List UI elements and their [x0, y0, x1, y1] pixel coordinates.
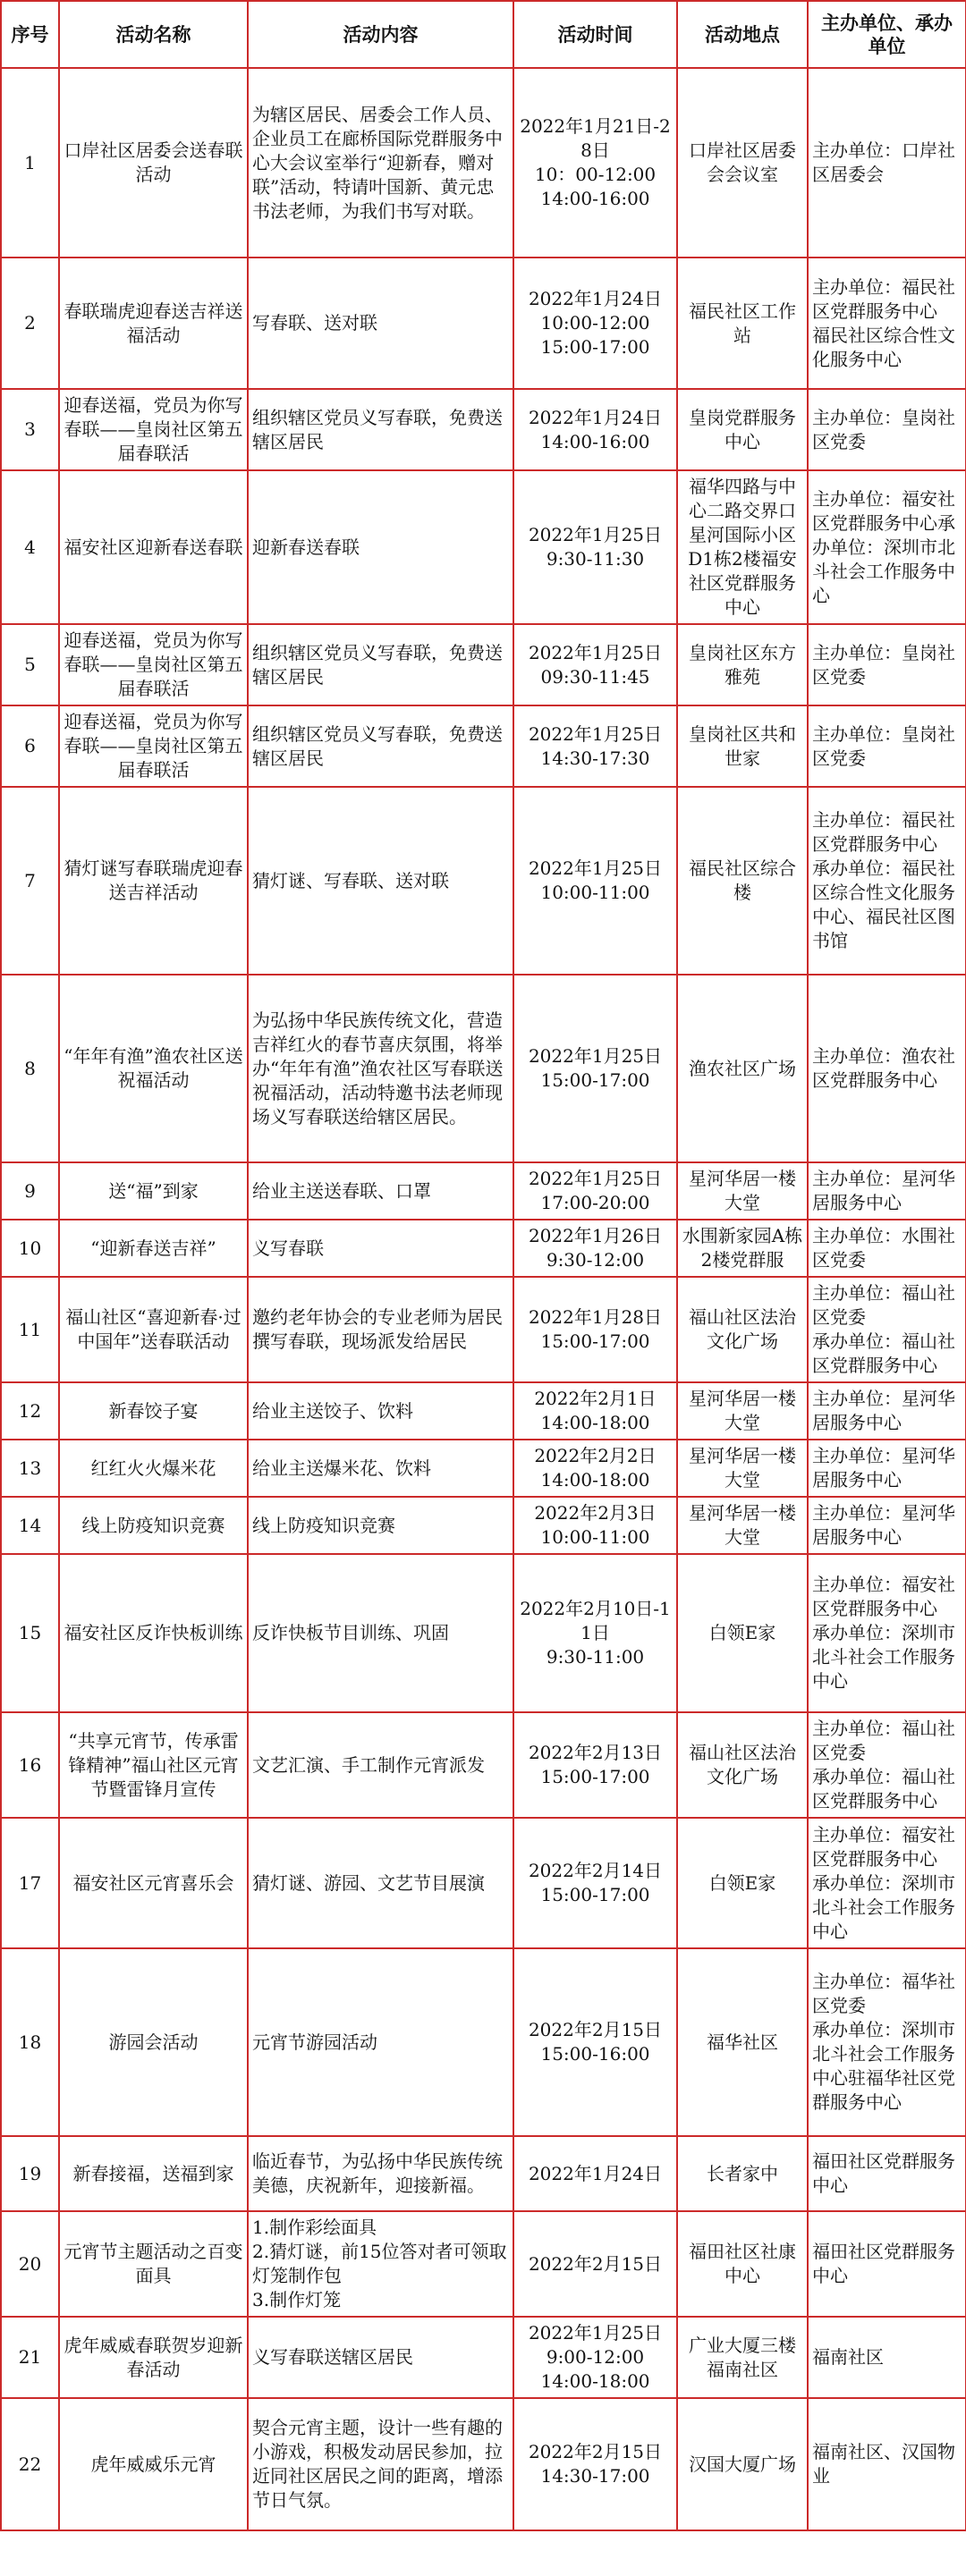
cell-number: 9: [1, 1162, 59, 1220]
header-organizer: 主办单位、承办单位: [808, 1, 966, 68]
cell-organizer: 主办单位：皇岗社区党委: [808, 624, 966, 705]
cell-number: 21: [1, 2317, 59, 2398]
cell-activity-content: 线上防疫知识竞赛: [248, 1497, 513, 1554]
table-row: [1, 2211, 966, 2317]
table-row: [1, 1382, 966, 1440]
cell-activity-place: 皇岗社区共和世家: [677, 705, 808, 787]
cell-activity-time: 2022年2月3日 10:00-11:00: [513, 1497, 677, 1554]
cell-organizer: 福南社区: [808, 2317, 966, 2398]
cell-activity-content: 猜灯谜、游园、文艺节目展演: [248, 1818, 513, 1948]
cell-number: 17: [1, 1818, 59, 1948]
cell-organizer: 福田社区党群服务中心: [808, 2136, 966, 2211]
cell-activity-content: 组织辖区党员义写春联，免费送辖区居民: [248, 705, 513, 787]
cell-number: 6: [1, 705, 59, 787]
header-activity-place: 活动地点: [677, 1, 808, 68]
cell-activity-name: 线上防疫知识竞赛: [59, 1497, 248, 1554]
cell-organizer: 主办单位：福民社区党群服务中心 承办单位：福民社区综合性文化服务中心、福民社区图书馆: [808, 787, 966, 975]
cell-activity-name: “共享元宵节，传承雷锋精神”福山社区元宵节暨雷锋月宣传: [59, 1712, 248, 1818]
cell-number: 3: [1, 389, 59, 470]
table-row: [1, 624, 966, 705]
cell-activity-time: 2022年1月26日 9:30-12:00: [513, 1220, 677, 1277]
table-body: [1, 68, 966, 2530]
table-row: [1, 2136, 966, 2211]
cell-activity-content: 组织辖区党员义写春联，免费送辖区居民: [248, 389, 513, 470]
cell-number: 20: [1, 2211, 59, 2317]
cell-activity-content: 元宵节游园活动: [248, 1948, 513, 2136]
table-row: [1, 1220, 966, 1277]
cell-activity-content: 给业主送饺子、饮料: [248, 1382, 513, 1440]
table-row: [1, 1554, 966, 1712]
cell-number: 10: [1, 1220, 59, 1277]
cell-activity-content: 写春联、送对联: [248, 258, 513, 389]
cell-activity-time: 2022年1月25日 17:00-20:00: [513, 1162, 677, 1220]
cell-activity-place: 皇岗社区东方雅苑: [677, 624, 808, 705]
cell-activity-time: 2022年1月25日 15:00-17:00: [513, 975, 677, 1162]
cell-activity-content: 给业主送爆米花、饮料: [248, 1440, 513, 1497]
header-number: 序号: [1, 1, 59, 68]
cell-number: 18: [1, 1948, 59, 2136]
cell-activity-name: 游园会活动: [59, 1948, 248, 2136]
cell-organizer: 主办单位：星河华居服务中心: [808, 1497, 966, 1554]
cell-organizer: 福田社区党群服务中心: [808, 2211, 966, 2317]
cell-activity-name: 福山社区“喜迎新春·过中国年”送春联活动: [59, 1277, 248, 1382]
table-row: [1, 389, 966, 470]
cell-activity-content: 为弘扬中华民族传统文化，营造吉祥红火的春节喜庆氛围，将举办“年年有渔”渔农社区写春联送祝福活动，活动特邀书法老师现场义写春联送给辖区居民。: [248, 975, 513, 1162]
cell-activity-name: 福安社区迎新春送春联: [59, 470, 248, 624]
cell-activity-place: 福田社区社康中心: [677, 2211, 808, 2317]
cell-activity-content: 契合元宵主题，设计一些有趣的小游戏，积极发动居民参加，拉近同社区居民之间的距离，增添节日气氛。: [248, 2398, 513, 2530]
cell-number: 4: [1, 470, 59, 624]
cell-activity-time: 2022年2月15日: [513, 2211, 677, 2317]
cell-activity-place: 长者家中: [677, 2136, 808, 2211]
table-row: [1, 705, 966, 787]
table-header-row: [1, 1, 966, 68]
cell-activity-name: 新春饺子宴: [59, 1382, 248, 1440]
cell-number: 12: [1, 1382, 59, 1440]
cell-activity-content: 1.制作彩绘面具 2.猜灯谜，前15位答对者可领取灯笼制作包 3.制作灯笼: [248, 2211, 513, 2317]
cell-activity-time: 2022年1月25日 9:00-12:00 14:00-18:00: [513, 2317, 677, 2398]
cell-organizer: 主办单位：福华社区党委 承办单位：深圳市北斗社会工作服务中心驻福华社区党群服务中心: [808, 1948, 966, 2136]
cell-number: 19: [1, 2136, 59, 2211]
cell-activity-place: 水围新家园A栋2楼党群服: [677, 1220, 808, 1277]
header-activity-time: 活动时间: [513, 1, 677, 68]
cell-activity-content: 文艺汇演、手工制作元宵派发: [248, 1712, 513, 1818]
cell-activity-name: 福安社区反诈快板训练: [59, 1554, 248, 1712]
cell-activity-time: 2022年1月24日 14:00-16:00: [513, 389, 677, 470]
cell-activity-name: 迎春送福，党员为你写春联——皇岗社区第五届春联活: [59, 389, 248, 470]
cell-activity-content: 为辖区居民、居委会工作人员、企业员工在廊桥国际党群服务中心大会议室举行“迎新春，赠对联”活动，特请叶国新、黄元忠书法老师，为我们书写对联。: [248, 68, 513, 258]
cell-activity-time: 2022年1月24日 10:00-12:00 15:00-17:00: [513, 258, 677, 389]
cell-activity-name: 口岸社区居委会送春联活动: [59, 68, 248, 258]
table-row: [1, 258, 966, 389]
cell-activity-time: 2022年2月15日 14:30-17:00: [513, 2398, 677, 2530]
table-row: [1, 68, 966, 258]
cell-activity-place: 星河华居一楼大堂: [677, 1162, 808, 1220]
table-row: [1, 2398, 966, 2530]
cell-activity-place: 星河华居一楼大堂: [677, 1497, 808, 1554]
cell-activity-place: 福华社区: [677, 1948, 808, 2136]
cell-number: 8: [1, 975, 59, 1162]
cell-number: 7: [1, 787, 59, 975]
table-row: [1, 1948, 966, 2136]
cell-organizer: 主办单位：渔农社区党群服务中心: [808, 975, 966, 1162]
cell-activity-name: 虎年威威乐元宵: [59, 2398, 248, 2530]
cell-activity-name: 迎春送福，党员为你写春联——皇岗社区第五届春联活: [59, 624, 248, 705]
cell-activity-content: 迎新春送春联: [248, 470, 513, 624]
cell-activity-place: 口岸社区居委会会议室: [677, 68, 808, 258]
table-row: [1, 975, 966, 1162]
cell-activity-time: 2022年2月1日 14:00-18:00: [513, 1382, 677, 1440]
cell-activity-content: 组织辖区党员义写春联，免费送辖区居民: [248, 624, 513, 705]
cell-organizer: 福南社区、汉国物业: [808, 2398, 966, 2530]
cell-activity-time: 2022年1月25日 14:30-17:30: [513, 705, 677, 787]
table-row: [1, 1162, 966, 1220]
cell-activity-place: 广业大厦三楼福南社区: [677, 2317, 808, 2398]
cell-number: 14: [1, 1497, 59, 1554]
cell-organizer: 主办单位：福安社区党群服务中心 承办单位：深圳市北斗社会工作服务中心: [808, 1554, 966, 1712]
cell-organizer: 主办单位：星河华居服务中心: [808, 1162, 966, 1220]
cell-number: 16: [1, 1712, 59, 1818]
cell-activity-name: “迎新春送吉祥”: [59, 1220, 248, 1277]
cell-activity-name: 迎春送福，党员为你写春联——皇岗社区第五届春联活: [59, 705, 248, 787]
cell-organizer: 主办单位：福安社区党群服务中心 承办单位：深圳市北斗社会工作服务中心: [808, 1818, 966, 1948]
cell-activity-time: 2022年1月25日 9:30-11:30: [513, 470, 677, 624]
cell-activity-name: “年年有渔”渔农社区送祝福活动: [59, 975, 248, 1162]
table-row: [1, 1818, 966, 1948]
cell-activity-name: 猜灯谜写春联瑞虎迎春送吉祥活动: [59, 787, 248, 975]
cell-activity-place: 福山社区法治文化广场: [677, 1277, 808, 1382]
cell-activity-content: 临近春节，为弘扬中华民族传统美德，庆祝新年，迎接新福。: [248, 2136, 513, 2211]
cell-organizer: 主办单位：皇岗社区党委: [808, 705, 966, 787]
cell-activity-name: 红红火火爆米花: [59, 1440, 248, 1497]
cell-activity-time: 2022年1月24日: [513, 2136, 677, 2211]
cell-organizer: 主办单位：福山社区党委 承办单位：福山社区党群服务中心: [808, 1277, 966, 1382]
cell-activity-time: 2022年1月25日 10:00-11:00: [513, 787, 677, 975]
cell-activity-place: 星河华居一楼大堂: [677, 1440, 808, 1497]
cell-activity-content: 义写春联: [248, 1220, 513, 1277]
cell-activity-time: 2022年2月10日-11日 9:30-11:00: [513, 1554, 677, 1712]
cell-organizer: 主办单位：水围社区党委: [808, 1220, 966, 1277]
cell-activity-place: 汉国大厦广场: [677, 2398, 808, 2530]
cell-number: 5: [1, 624, 59, 705]
cell-activity-place: 皇岗党群服务中心: [677, 389, 808, 470]
cell-activity-time: 2022年2月14日 15:00-17:00: [513, 1818, 677, 1948]
cell-activity-content: 猜灯谜、写春联、送对联: [248, 787, 513, 975]
cell-organizer: 主办单位：福山社区党委 承办单位：福山社区党群服务中心: [808, 1712, 966, 1818]
cell-activity-place: 渔农社区广场: [677, 975, 808, 1162]
cell-activity-content: 邀约老年协会的专业老师为居民撰写春联，现场派发给居民: [248, 1277, 513, 1382]
table-row: [1, 2317, 966, 2398]
cell-number: 11: [1, 1277, 59, 1382]
cell-organizer: 主办单位：口岸社区居委会: [808, 68, 966, 258]
cell-organizer: 主办单位：福安社区党群服务中心承办单位：深圳市北斗社会工作服务中心: [808, 470, 966, 624]
cell-number: 13: [1, 1440, 59, 1497]
cell-activity-name: 新春接福，送福到家: [59, 2136, 248, 2211]
cell-activity-time: 2022年2月2日 14:00-18:00: [513, 1440, 677, 1497]
table-row: [1, 1712, 966, 1818]
cell-activity-time: 2022年1月21日-28日 10：00-12:00 14:00-16:00: [513, 68, 677, 258]
table-row: [1, 1277, 966, 1382]
cell-activity-place: 白领E家: [677, 1554, 808, 1712]
cell-activity-time: 2022年2月13日 15:00-17:00: [513, 1712, 677, 1818]
cell-number: 15: [1, 1554, 59, 1712]
cell-activity-place: 福华四路与中心二路交界口星河国际小区D1栋2楼福安社区党群服务中心: [677, 470, 808, 624]
cell-activity-name: 福安社区元宵喜乐会: [59, 1818, 248, 1948]
table-row: [1, 1497, 966, 1554]
cell-organizer: 主办单位：福民社区党群服务中心 福民社区综合性文化服务中心: [808, 258, 966, 389]
cell-activity-name: 元宵节主题活动之百变面具: [59, 2211, 248, 2317]
cell-activity-content: 给业主送送春联、口罩: [248, 1162, 513, 1220]
cell-activity-place: 白领E家: [677, 1818, 808, 1948]
cell-activity-name: 送“福”到家: [59, 1162, 248, 1220]
table-row: [1, 470, 966, 624]
cell-activity-place: 福民社区工作站: [677, 258, 808, 389]
cell-organizer: 主办单位：皇岗社区党委: [808, 389, 966, 470]
cell-activity-content: 反诈快板节目训练、巩固: [248, 1554, 513, 1712]
cell-activity-content: 义写春联送辖区居民: [248, 2317, 513, 2398]
cell-activity-place: 福山社区法治文化广场: [677, 1712, 808, 1818]
cell-number: 22: [1, 2398, 59, 2530]
cell-activity-place: 福民社区综合楼: [677, 787, 808, 975]
header-activity-name: 活动名称: [59, 1, 248, 68]
cell-number: 1: [1, 68, 59, 258]
cell-number: 2: [1, 258, 59, 389]
cell-activity-name: 虎年威威春联贺岁迎新春活动: [59, 2317, 248, 2398]
cell-activity-time: 2022年1月25日 09:30-11:45: [513, 624, 677, 705]
cell-activity-name: 春联瑞虎迎春送吉祥送福活动: [59, 258, 248, 389]
table-row: [1, 1440, 966, 1497]
table-row: [1, 787, 966, 975]
cell-activity-place: 星河华居一楼大堂: [677, 1382, 808, 1440]
cell-organizer: 主办单位：星河华居服务中心: [808, 1382, 966, 1440]
cell-organizer: 主办单位：星河华居服务中心: [808, 1440, 966, 1497]
cell-activity-time: 2022年1月28日 15:00-17:00: [513, 1277, 677, 1382]
cell-activity-time: 2022年2月15日 15:00-16:00: [513, 1948, 677, 2136]
header-activity-content: 活动内容: [248, 1, 513, 68]
